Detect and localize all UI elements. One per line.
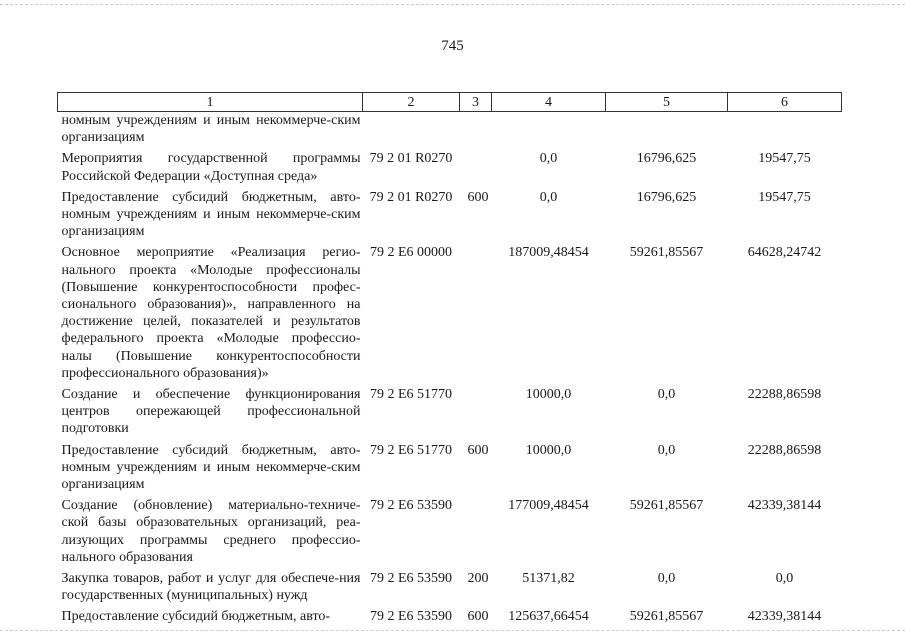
row-value-4 xyxy=(492,112,606,147)
row-expense-type: 200 xyxy=(467,571,489,587)
scan-bottom-edge xyxy=(0,630,905,631)
row-expense-type xyxy=(460,112,492,147)
row-value-6: 42339,38144 xyxy=(747,498,822,514)
row-expense-type: 600 xyxy=(467,609,489,625)
table-row xyxy=(58,566,842,604)
row-value-4: 177009,48454 xyxy=(508,498,589,514)
row-expense-type: 600 xyxy=(467,442,489,458)
row-value-5: 59261,85567 xyxy=(629,609,704,625)
row-value-6: 22288,86598 xyxy=(747,442,822,458)
row-name: Мероприятия государственной программы Российской Федерации «Доступная среда» xyxy=(61,151,361,184)
row-value-5: 59261,85567 xyxy=(629,498,704,514)
row-value-5 xyxy=(606,112,728,147)
column-header-6: 6 xyxy=(728,93,842,112)
row-value-4: 51371,82 xyxy=(522,571,575,587)
page-number: 745 xyxy=(441,38,464,54)
row-code: 79 2 E6 53590 xyxy=(369,609,453,625)
row-name: Предоставление субсидий бюджетным, авто- xyxy=(61,609,331,625)
table-row xyxy=(58,438,842,494)
scan-top-edge xyxy=(0,4,905,5)
table-row xyxy=(58,382,842,438)
row-code: 79 2 01 R0270 xyxy=(369,189,453,205)
table-row xyxy=(58,185,842,241)
row-name: Предоставление субсидий бюджетным, авто-номным учреждениям и иным некоммерче-ским организациям xyxy=(61,442,361,493)
table-row xyxy=(58,112,842,147)
row-name: Закупка товаров, работ и услуг для обеспече-ния государственных (муниципальных) нужд xyxy=(61,571,361,604)
column-header-3: 3 xyxy=(460,93,492,112)
row-value-4: 0,0 xyxy=(539,189,558,205)
row-expense-type xyxy=(460,493,492,566)
row-name: Создание и обеспечение функционирования центров опережающей профессиональной подготовки xyxy=(61,387,361,437)
row-code: 79 2 E6 51770 xyxy=(369,442,453,458)
column-header-2: 2 xyxy=(363,93,460,112)
row-value-5: 0,0 xyxy=(657,571,676,587)
row-expense-type: 600 xyxy=(467,189,489,205)
row-code: 79 2 E6 51770 xyxy=(369,387,453,403)
budget-table xyxy=(57,92,842,626)
row-name: Основное мероприятие «Реализация регио-нального проекта «Молодые профессионалы (Повышение конкурентоспособности профес-сионального образования)», направленного на достижение целей, показателей и результатов федерального проекта «Молодые профессио-налы (Повышение конкурентоспособности профессионального образования)» xyxy=(61,245,361,381)
row-expense-type xyxy=(460,146,492,184)
row-expense-type xyxy=(460,240,492,382)
row-value-6: 42339,38144 xyxy=(747,609,822,625)
row-code: 79 2 E6 00000 xyxy=(369,245,453,261)
row-value-6: 22288,86598 xyxy=(747,387,822,403)
row-value-4: 10000,0 xyxy=(525,442,572,458)
table-row xyxy=(58,493,842,566)
row-expense-type xyxy=(460,382,492,438)
row-value-6: 19547,75 xyxy=(758,189,811,205)
row-value-6: 19547,75 xyxy=(758,151,811,167)
table-row xyxy=(58,604,842,625)
row-value-5: 0,0 xyxy=(657,442,676,458)
table-row xyxy=(58,240,842,382)
row-code xyxy=(363,112,460,147)
row-value-6: 64628,24742 xyxy=(747,245,822,261)
row-value-6: 0,0 xyxy=(775,571,794,587)
column-header-1: 1 xyxy=(58,93,363,112)
row-value-5: 59261,85567 xyxy=(629,245,704,261)
row-value-5: 16796,625 xyxy=(636,189,697,205)
row-code: 79 2 E6 53590 xyxy=(369,498,453,514)
row-name: Создание (обновление) материально-техниче-ской базы образовательных организаций, реа-лизующих программы среднего профессио-нального образования xyxy=(61,498,361,565)
row-value-4: 0,0 xyxy=(539,151,558,167)
row-value-4: 125637,66454 xyxy=(508,609,589,625)
column-header-5: 5 xyxy=(606,93,728,112)
row-code: 79 2 01 R0270 xyxy=(369,151,453,167)
row-value-5: 16796,625 xyxy=(636,151,697,167)
row-value-4: 10000,0 xyxy=(525,387,572,403)
row-value-6 xyxy=(728,112,842,147)
column-header-4: 4 xyxy=(492,93,606,112)
row-value-5: 0,0 xyxy=(657,387,676,403)
row-value-4: 187009,48454 xyxy=(508,245,589,261)
row-name: Предоставление субсидий бюджетным, авто-номным учреждениям и иным некоммерче-ским организациям xyxy=(61,189,361,240)
table-row xyxy=(58,146,842,184)
row-code: 79 2 E6 53590 xyxy=(369,571,453,587)
table-header-row xyxy=(58,93,842,112)
row-name: номным учреждениям и иным некоммерче-ским организациям xyxy=(61,113,361,146)
